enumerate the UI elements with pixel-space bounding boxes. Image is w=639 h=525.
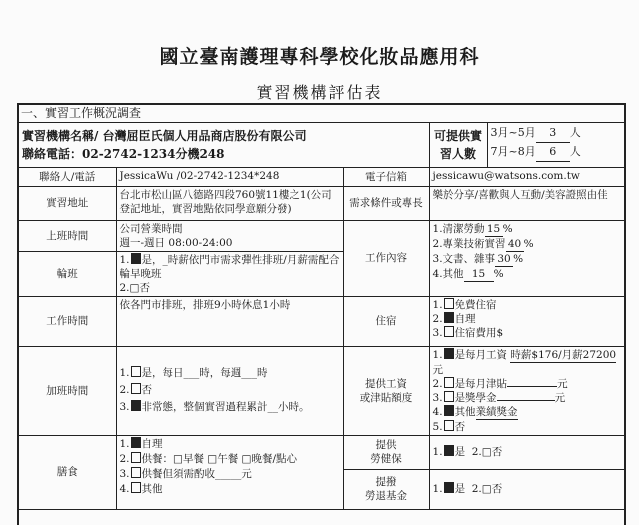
- quota2-period: 7月~8月: [490, 145, 536, 158]
- contact-label: 聯絡人/電話: [19, 167, 116, 186]
- meals-opt2: 供餐：□早餐 □午餐 □晚餐/點心: [141, 452, 298, 465]
- insurance-label-1: 提供: [375, 439, 397, 451]
- worktime-label: 工作時間: [19, 296, 116, 346]
- hours-cell: [116, 220, 343, 251]
- pay-opt1: 是每月工資: [454, 348, 508, 361]
- meals-opt3: 供餐但須需酌收_____元: [141, 467, 252, 480]
- checkbox: [444, 298, 454, 309]
- checkbox-checked: [131, 253, 141, 264]
- work-content-label: 工作內容: [343, 220, 429, 296]
- checkbox: [444, 391, 454, 402]
- document-title: 國立臺南護理專科學校化妝品應用科: [159, 46, 480, 68]
- hours-line2: 週一-週日 08:00-24:00: [119, 236, 233, 249]
- form-table: [19, 123, 624, 510]
- checkbox-checked: [444, 445, 454, 456]
- org-phone: 聯絡電話：02-2742-1234分機248: [22, 146, 225, 161]
- checkbox: [131, 383, 141, 394]
- pay-cell: 1. 是每月工資 時薪$176/月薪27200 元 2. 是每月津貼 元 3. 是獎學金 元 4. 其他業績獎金 5. 否: [429, 346, 624, 435]
- work-item-1-value: 15: [485, 222, 503, 237]
- work-item-2-value: 40: [506, 237, 524, 252]
- overtime-opt2: 否: [141, 384, 153, 396]
- pay-opt3: 是獎學金: [454, 391, 497, 404]
- overtime-cell: 1. 是，每日___時，每週___時 2. 否 3. 非常態，整個實習過程累計__小時。: [116, 346, 343, 435]
- insurance-cell: 1. 是 2.□否: [429, 435, 624, 469]
- pension-label-2: 勞退基金: [365, 490, 408, 502]
- overtime-opt1: 是，每日___時，每週___時: [141, 367, 268, 379]
- checkbox-checked: [444, 312, 454, 323]
- shift-cell: [116, 251, 343, 296]
- contact-value: JessicaWu /02-2742-1234*248: [116, 167, 343, 186]
- pay-label: [343, 346, 429, 435]
- checkbox: [131, 467, 141, 478]
- meals-cell: 1. 自理 2. 供餐：□早餐 □午餐 □晚餐/點心 3. 供餐但須需酌收_____元 4. 其他: [116, 435, 343, 509]
- checkbox-checked: [131, 437, 141, 448]
- pay-opt1-value: 時薪$176/月薪27200: [510, 348, 617, 361]
- dorm-opt3: 住宿費用$: [454, 326, 504, 339]
- section-heading: 一、實習工作概況調查: [19, 105, 624, 123]
- work-item-4: 4.其他: [432, 267, 464, 280]
- document-subtitle: 實習機構評估表: [256, 83, 383, 102]
- shift-opt2: 2.□否: [119, 281, 150, 294]
- checkbox-checked: [131, 400, 141, 411]
- dorm-cell: 1. 免費住宿 2. 自理 3. 住宿費用$: [429, 296, 624, 346]
- meals-label: 膳食: [19, 435, 116, 509]
- meals-opt1: 自理: [141, 437, 163, 450]
- work-content-cell: [429, 220, 624, 296]
- pension-cell: 1. 是 2.□否: [429, 469, 624, 509]
- pct: %: [502, 222, 513, 235]
- checkbox: [444, 420, 454, 431]
- pay-label-2: 或津貼額度: [359, 391, 413, 404]
- worktime-value: 依各門市排班，排班9小時休息1小時: [116, 296, 343, 346]
- pct: %: [523, 237, 534, 250]
- dorm-label: 住宿: [343, 296, 429, 346]
- pay-label-1: 提供工資: [365, 377, 408, 390]
- work-item-1: 1.清潔勞動: [432, 222, 485, 235]
- org-cell: [19, 123, 429, 167]
- hours-line1: 公司營業時間: [119, 222, 183, 235]
- checkbox-checked: [444, 405, 454, 416]
- insurance-yes: 是: [454, 446, 466, 458]
- checkbox-checked: [444, 348, 454, 359]
- pay-opt4-value: 業績獎金: [475, 405, 518, 418]
- quota-unit: 人: [569, 126, 581, 139]
- checkbox: [131, 482, 141, 493]
- yuan: 元: [432, 363, 444, 376]
- checkbox: [444, 377, 454, 388]
- work-item-4-value: 15: [464, 267, 494, 282]
- work-item-2: 2.專業技術實習: [432, 237, 506, 250]
- work-item-3: 3.文書、雜事: [432, 252, 496, 265]
- shift-opt1-num: 1.: [119, 253, 130, 266]
- checkbox-checked: [444, 482, 454, 493]
- quota-unit: 人: [569, 145, 581, 158]
- pct: %: [513, 252, 524, 265]
- org-name: 實習機構名稱/ 台灣屈臣氏個人用品商店股份有限公司: [22, 128, 307, 143]
- checkbox: [131, 452, 141, 463]
- dorm-opt2: 自理: [454, 312, 476, 325]
- address-value: 台北市松山區八德路四段760號11樓之1(公司登記地址，實習地點依同學意願分發): [116, 186, 343, 220]
- pension-yes: 是: [454, 483, 466, 495]
- overtime-opt3: 非常態，整個實習過程累計__小時。: [141, 401, 310, 413]
- pension-no: 2.□否: [471, 483, 503, 495]
- requirement-value: 樂於分享/喜歡與人互動/美容證照由佳: [429, 186, 624, 220]
- checkbox: [444, 326, 454, 337]
- insurance-label-2: 勞健保: [370, 453, 402, 465]
- address-label: 實習地址: [19, 186, 116, 220]
- insurance-label: [343, 435, 429, 469]
- quota2-value: 6: [536, 143, 570, 162]
- dorm-opt1: 免費住宿: [454, 298, 497, 311]
- evaluation-form: [17, 103, 626, 525]
- email-label: 電子信箱: [343, 167, 429, 186]
- yuan: 元: [554, 391, 566, 404]
- shift-label: 輪班: [19, 251, 116, 296]
- requirement-label: 需求條件或專長: [343, 186, 429, 220]
- meals-opt4: 其他: [141, 482, 163, 495]
- yuan: 元: [557, 377, 568, 390]
- pay-opt4: 其他: [454, 405, 476, 418]
- quota1-value: 3: [536, 124, 570, 143]
- quota-cell: [487, 123, 624, 167]
- checkbox: [131, 366, 141, 377]
- pct: %: [493, 267, 504, 280]
- pay-opt2: 是每月津貼: [454, 377, 508, 390]
- shift-opt1: 是，_時薪依門市需求彈性排班/月薪需配合輪早晚班: [119, 253, 340, 280]
- pension-label: [343, 469, 429, 509]
- email-value: jessicawu@watsons.com.tw: [429, 167, 624, 186]
- overtime-label: 加班時間: [19, 346, 116, 435]
- hours-label: 上班時間: [19, 220, 116, 251]
- pension-label-1: 提撥: [375, 476, 397, 488]
- quota-label: 可提供實習人數: [429, 123, 487, 167]
- insurance-no: 2.□否: [471, 446, 503, 458]
- pay-opt5: 否: [454, 420, 466, 433]
- work-item-3-value: 30: [495, 252, 513, 267]
- quota1-period: 3月~5月: [490, 126, 536, 139]
